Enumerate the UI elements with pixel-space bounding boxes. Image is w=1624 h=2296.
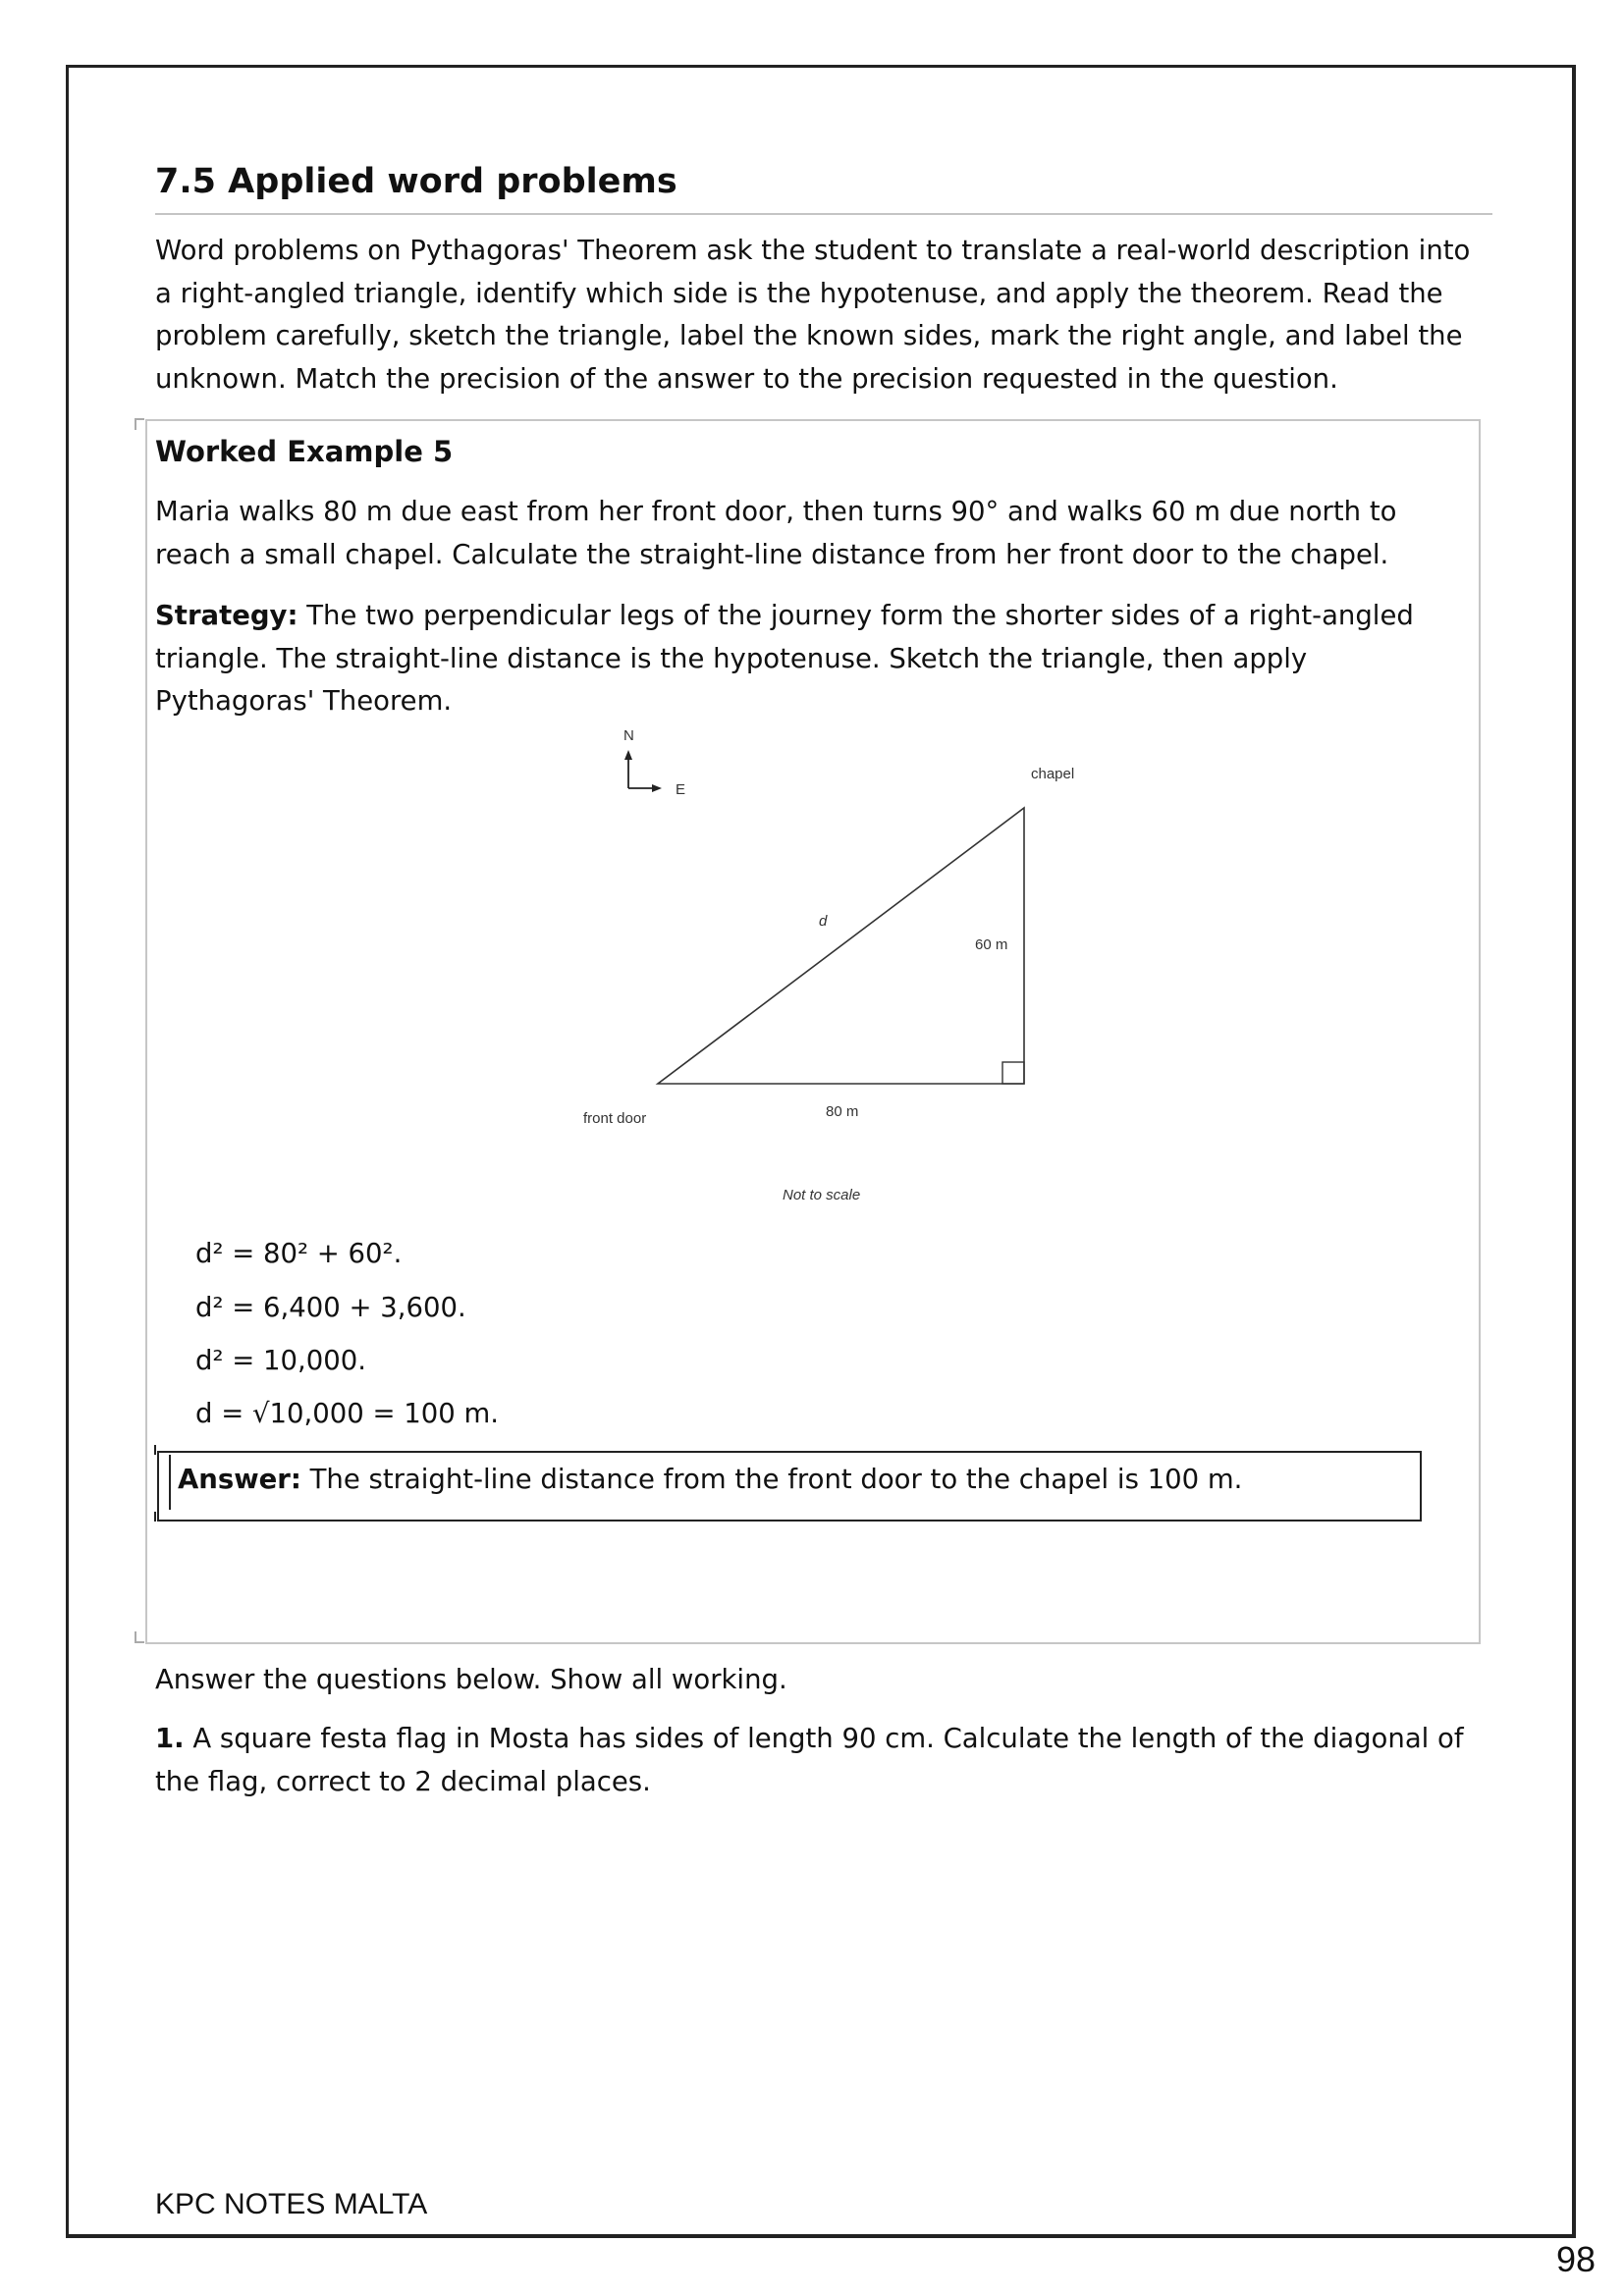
answer-left-rule — [169, 1455, 171, 1510]
section-title: 7.5 Applied word problems — [155, 162, 677, 201]
answer-corner-mark-top — [154, 1445, 160, 1455]
right-angle-marker — [1002, 1062, 1024, 1084]
question-text: A square festa flag in Mosta has sides of length 90 cm. Calculate the length of the diagonal of the flag, correct to 2 decimal places. — [155, 1723, 1464, 1797]
chapel-label: chapel — [1031, 766, 1075, 782]
box-corner-mark-top — [135, 418, 144, 430]
title-underline — [155, 213, 1492, 215]
intro-paragraph: Word problems on Pythagoras' Theorem ask the student to translate a real-world description into a right-angled triangle, identify which side is the hypotenuse, and apply the theorem. Read the problem carefully, sketch the triangle, label the known sides, mark the right angle, and label the unknown. Match the precision of the answer to the precision requested in the question. — [155, 235, 1471, 395]
strategy-paragraph — [155, 595, 1471, 723]
compass-east-label: E — [676, 781, 686, 798]
worked-example-left-rule — [145, 422, 147, 1625]
hypotenuse-label: d — [819, 913, 828, 930]
horizontal-side-label: 80 m — [826, 1103, 859, 1120]
answer-corner-mark-bottom — [154, 1512, 160, 1522]
answer-statement — [178, 1460, 1242, 1499]
right-triangle-diagram — [550, 707, 1100, 1217]
vertical-side-label: 60 m — [975, 936, 1008, 953]
footer-brand: KPC NOTES MALTA — [155, 2188, 428, 2220]
triangle-outline — [658, 808, 1024, 1084]
front-door-label: front door — [583, 1110, 647, 1127]
page-number: 98 — [1556, 2239, 1597, 2279]
working-line-3: d² = 10,000. — [195, 1345, 366, 1376]
question-1 — [155, 1718, 1471, 1803]
working-line-2: d² = 6,400 + 3,600. — [195, 1292, 466, 1323]
worked-example-heading: Worked Example 5 — [155, 435, 454, 468]
box-corner-mark-bottom — [135, 1631, 144, 1643]
question-number: 1. — [155, 1723, 185, 1754]
exercise-instruction: Answer the questions below. Show all working. — [155, 1664, 787, 1695]
compass-icon — [623, 727, 685, 798]
problem-statement: Maria walks 80 m due east from her front door, then turns 90° and walks 60 m due north to reach a small chapel. Calculate the straight-line distance from her front door to the chapel. — [155, 496, 1397, 570]
answer-text: The straight-line distance from the front door to the chapel is 100 m. — [300, 1464, 1243, 1495]
not-to-scale-note: Not to scale — [783, 1187, 861, 1203]
answer-label: Answer: — [178, 1464, 301, 1495]
working-line-4: d = √10,000 = 100 m. — [195, 1398, 500, 1429]
compass-north-label: N — [623, 727, 634, 744]
working-line-1: d² = 80² + 60². — [195, 1238, 403, 1269]
strategy-label: Strategy: — [155, 600, 298, 631]
strategy-text: The two perpendicular legs of the journey form the shorter sides of a right-angled triangle. The straight-line distance is the hypotenuse. Sketch the triangle, then apply Pythagoras' Theorem. — [155, 600, 1414, 717]
